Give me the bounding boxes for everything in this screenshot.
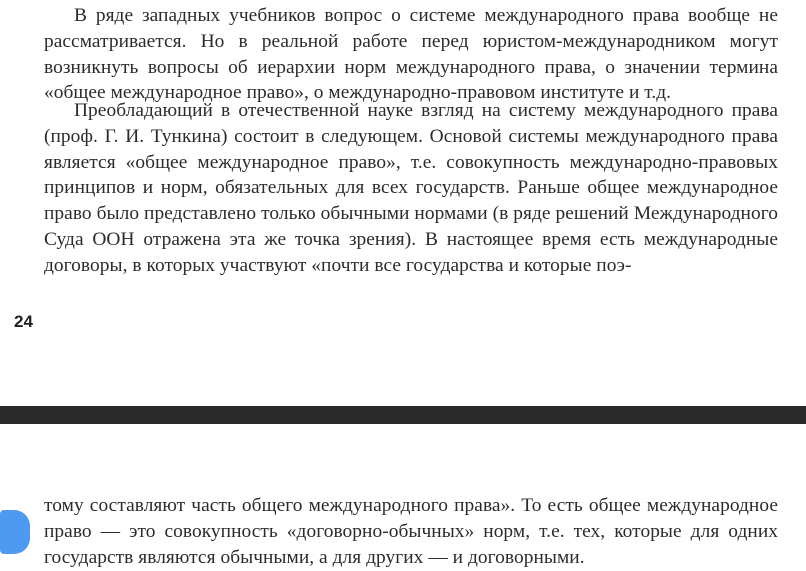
- page-break-divider: [0, 406, 806, 424]
- page-number: 24: [14, 312, 33, 331]
- highlight-marker-icon: [0, 510, 30, 554]
- paragraph-1: В ряде западных учебников вопрос о системе международного права вообще не рассматривается. Но в реальной работе перед юристом-международником могут возникнуть вопросы об иерархии норм международного права, о значении термина «общее международное право», о международно-правовом институте и т.д.: [44, 5, 778, 104]
- paragraph-2: Преобладающий в отечественной науке взгляд на систему международного права (проф. Г. И. Тункина) состоит в следующем. Основой системы международного права является «общее международное право», т.е. совокупность международно-правовых принципов и норм, обязательных для всех государств. Раньше общее международное право было представлено только обычными нормами (в ряде решений Международного Суда ООН отражена эта же точка зрения). В настоящее время есть международные договоры, в которых участвуют «почти все государства и которые поэ-: [44, 100, 778, 276]
- paragraph-3: тому составляют часть общего международного права». То есть общее международное право — это совокупность «договорно-обычных» норм, т.е. тех, которые для одних государств являются обычными, а для других — и договорными.: [44, 495, 778, 568]
